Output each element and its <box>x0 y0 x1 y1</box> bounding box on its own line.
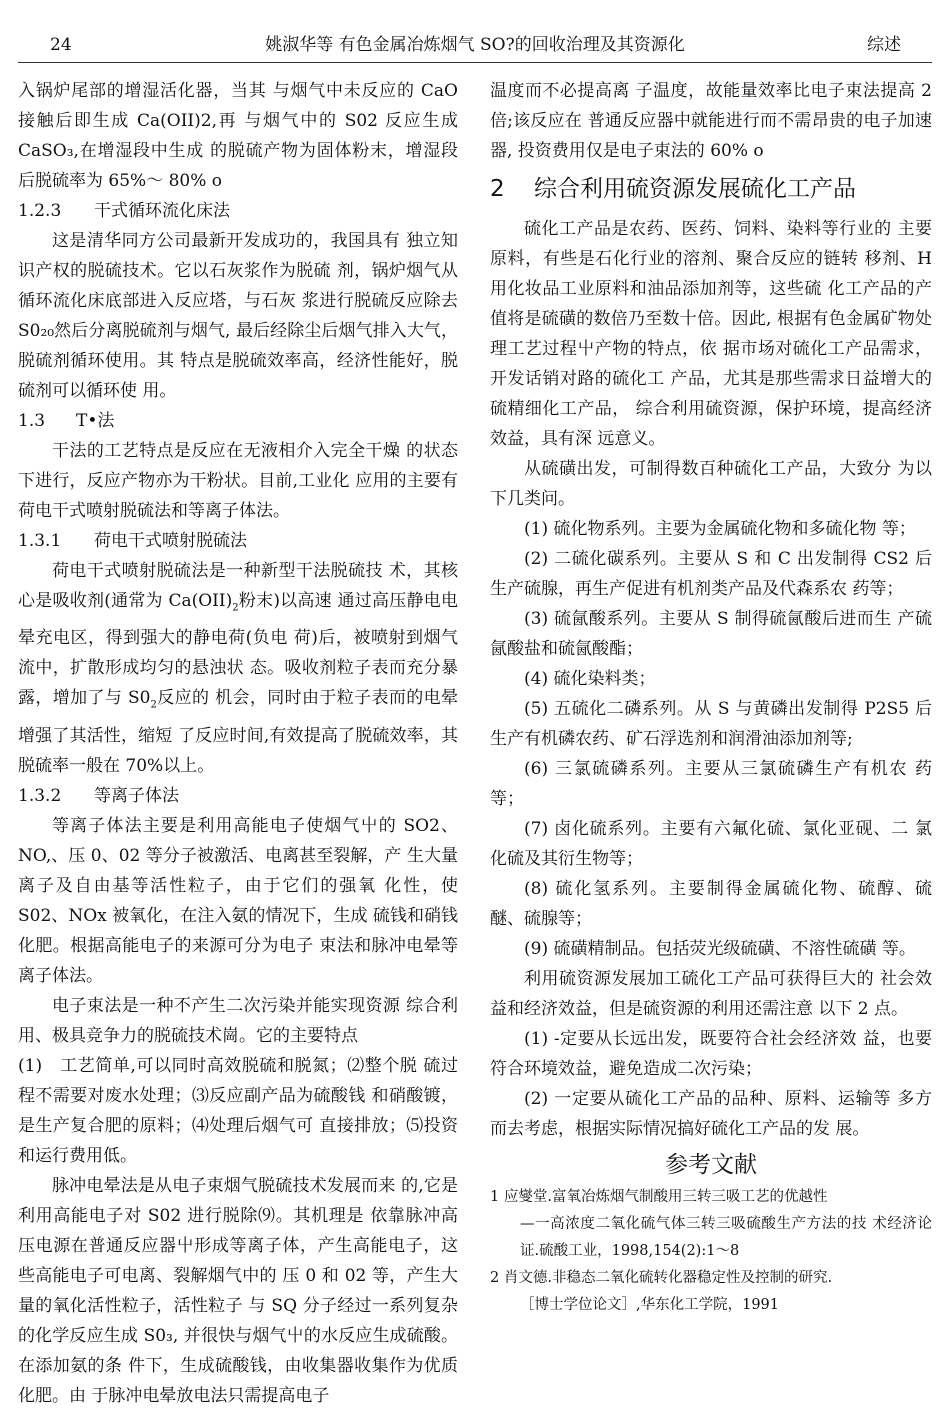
heading-1-3-1 <box>18 526 458 556</box>
list-item: (3) 硫氤酸系列。主要从 S 制得硫氤酸后进而生 产硫氤酸盐和硫氤酸酯； <box>490 609 932 659</box>
page-number: 24 <box>50 35 72 55</box>
list-item: (8) 硫化氢系列。主要制得金属硫化物、硫醇、硫 醚、硫腺等； <box>490 879 932 929</box>
reference-entry: 2 肖文德.非稳态二氧化硫转化器稳定性及控制的研究. <box>490 1270 833 1286</box>
section-category: 综述 <box>867 35 901 55</box>
paragraph-dry-method: 干法的工艺特点是反应在无液相介入完全干燥 的状态下进行，反应产物亦为干粉状。目前,工业化 应用的主要有荷电干式喷射脱硫法和等离子体法。 <box>18 441 458 521</box>
list-item: (5) 五硫化二磷系列。从 S 与黄磷出发制得 P2S5 后生产有机磷农药、矿石浮选剂和润滑油添加剂等; <box>490 699 932 749</box>
heading-text: 等离子体法 <box>94 785 179 806</box>
left-column <box>18 76 458 1411</box>
paragraph-electron-beam: 电子束法是一种不产生二次污染并能实现资源 综合利用、极具竞争力的脱硫技术崗。它的主要特点 <box>18 995 458 1046</box>
heading-2 <box>490 172 932 206</box>
text-run: 反应的 机会，同时由于粒子表而的电晕增强了其活性，缩短 了反应时间,有效提高了脱硫效率，其脱硫率一般在 70%以上。 <box>18 688 458 776</box>
heading-text: 荷电干式喷射脱硫法 <box>94 531 247 551</box>
list-item: (4) 硫化染料类； <box>524 669 656 689</box>
reference-continuation: ［博士学位论文］,华东化工学院，1991 <box>520 1297 780 1313</box>
subscript: 2 <box>232 602 239 614</box>
paragraph-cfb: 这是清华同方公司最新开发成功的，我国具有 独立知识产权的脱硫技术。它以石灰浆作为脱硫 剂，锅炉烟气从循环流化床底部进入反应塔，与石灰 浆进行脱硫反应除去 S0₂₀然后分离脱硫剂与烟气, 最后经除尘后烟气排入大气，脱硫剂循环使用。其 特点是脱硫效率高，经济性能好，脱硫剂可以循环使 用。 <box>18 231 458 401</box>
heading-number: 1.3 <box>18 411 46 431</box>
heading-number: 2 <box>490 176 505 202</box>
subscript: 2 <box>150 699 157 711</box>
list-item: (1) 硫化物系列。主要为金属硫化物和多硫化物 等； <box>524 519 916 539</box>
heading-1-3 <box>18 406 458 436</box>
list-item: (6) 三氯硫磷系列。主要从三氯硫磷生产有机农 药等； <box>490 759 932 809</box>
heading-number: 1.2.3 <box>18 201 62 221</box>
paragraph-continuation: 温度而不必提高离 子温度，故能量效率比电子束法提高 2 倍;该反应在 普通反应器中就能进行而不需昂贵的电子加速器, 投资费用仅是电子束法的 60% o <box>490 81 932 161</box>
list-item: (2) 一定要从硫化工产品的品种、原料、运输等 多方而去考虑，根据实际情况搞好硫化工产品的发 展。 <box>490 1089 932 1139</box>
heading-number: 1.3.1 <box>18 531 62 551</box>
right-column <box>490 76 932 1319</box>
heading-text: 干式循环流化床法 <box>94 201 230 221</box>
paragraph-plasma: 等离子体法主要是利用高能电子使烟气屮的 SO2、NO,、压 0、02 等分子被激活、电离甚至裂解，产 生大量离子及自由基等活性粒子，由于它们的强氧 化性，使 S02、NOx 被氧化，在注入氨的情况下，生成 硫钱和硝钱化肥。根据高能电子的来源可分为电子 束法和脉冲电晕等离子体法。 <box>18 815 458 986</box>
paragraph-categories-intro: 从硫磺出发，可制得数百种硫化工产品，大致分 为以下几类问。 <box>490 459 932 509</box>
heading-text: 综合利用硫资源发展硫化工产品 <box>534 176 856 202</box>
paragraph-utilization: 利用硫资源发展加工硫化工产品可获得巨大的 社会效益和经济效益，但是硫资源的利用还需注意 以下 2 点。 <box>490 969 932 1019</box>
list-item: (9) 硫磺精制品。包括荧光级硫磺、不溶性硫磺 等。 <box>524 939 916 959</box>
list-item: (7) 卤化硫系列。主要有六氟化硫、氯化亚砚、二 氯化硫及其衍生物等； <box>490 819 932 869</box>
text-run: 粉末)以高速 通过高压静电电晕充电区，得到强大的静电荷(负电 荷)后，被喷射到烟气流中，扩散形成均匀的悬浊状 态。吸收剂粒子表而充分暴露，增加了与 S0 <box>18 591 458 709</box>
reference-continuation: —一高浓度二氧化硫气体三转三吸硫酸生产方法的技 术经济论证.硫酸工业，1998,154(2):1〜8 <box>520 1216 932 1259</box>
paragraph-sulfur-products: 硫化工产品是农药、医药、饲料、染料等行业的 主要原料，有些是石化行业的溶剂、聚合反应的链转 移剂、H 用化妆品工业原料和油品添加剂等，这些硫 化工产品的产值将是硫磺的数倍乃至数十倍。因此, 根据有色金属矿物处理工艺过程屮产物的特点，依 据市场对硫化工产品需求，开发话销对路的硫化工 产品，尤其是那些需求日益增大的硫精细化工产品， 综合利用硫资源，保护环境，提高经济效益，具有深 远意义。 <box>490 219 932 449</box>
list-item: (2) 二硫化碳系列。主要从 S 和 C 出发制得 CS2 后生产硫腺，再生产促进有机剂类产品及代森系农 药等； <box>490 549 932 599</box>
heading-1-2-3 <box>18 196 458 226</box>
references-title: 参考文献 <box>665 1152 757 1178</box>
list-item: (1) -定要从长远出发，既要符合社会经济效 益，也要符合环境效益，避免造成二次污染； <box>490 1029 932 1079</box>
paragraph-pulse-corona: 脉冲电晕法是从电子束烟气脱硫技术发展而来 的,它是利用高能电子对 S02 进行脱除⑼。其机理是 依靠脉冲高压电源在普通反应器屮形成等离子体，产生高能电子，这些高能电子可电离、裂解烟气中的 压 0 和 02 等，产生大量的氧化活性粒子，活性粒子 与 SQ 分子经过一系列复杂的化学反应生成 S0₃, 并很快与烟气屮的水反应生成硫酸。在添加氨的条 件下，生成硫酸钱，由收集器收集作为优质化肥。由 于脉冲电晕放电法只需提高电子 <box>18 1175 458 1406</box>
text-run: 荷电干式喷射脱硫法是一种新型干法脱硫技 术，其核心是吸收剂(通常为 Ca(OII) <box>18 561 458 611</box>
heading-1-3-2 <box>18 781 458 811</box>
paragraph-intro: 入锅炉尾部的增湿活化器，当其 与烟气中未反应的 CaO 接触后即生成 Ca(OII)2,再 与烟气中的 S02 反应生成 CaSO₃,在增湿段中生成 的脱硫产物为固体粉末，增湿段后脱硫率为 65%〜 80% o <box>18 81 458 191</box>
running-title: 姚淑华等 有色金属冶炼烟气 SO?的回收治理及其资源化 <box>265 35 685 55</box>
header-rule <box>18 62 932 63</box>
running-header <box>0 32 950 60</box>
heading-number: 1.3.2 <box>18 785 62 806</box>
paragraph-features: (1) 工艺简单,可以同时高效脱硫和脱氮；⑵整个脱 硫过程不需要对废水处理；⑶反应副产品为硫酸钱 和硝酸镀，是生产复合肥的原料；⑷处理后烟气可 直接排放；⑸投资和运行费用低。 <box>18 1055 458 1166</box>
paragraph-charged-injection <box>18 556 458 781</box>
heading-text: T•法 <box>76 411 115 431</box>
reference-entry: 1 应燮堂.富氧冶炼烟气制酸用三转三吸工艺的优越性 <box>490 1189 828 1205</box>
references-list <box>490 1184 932 1319</box>
